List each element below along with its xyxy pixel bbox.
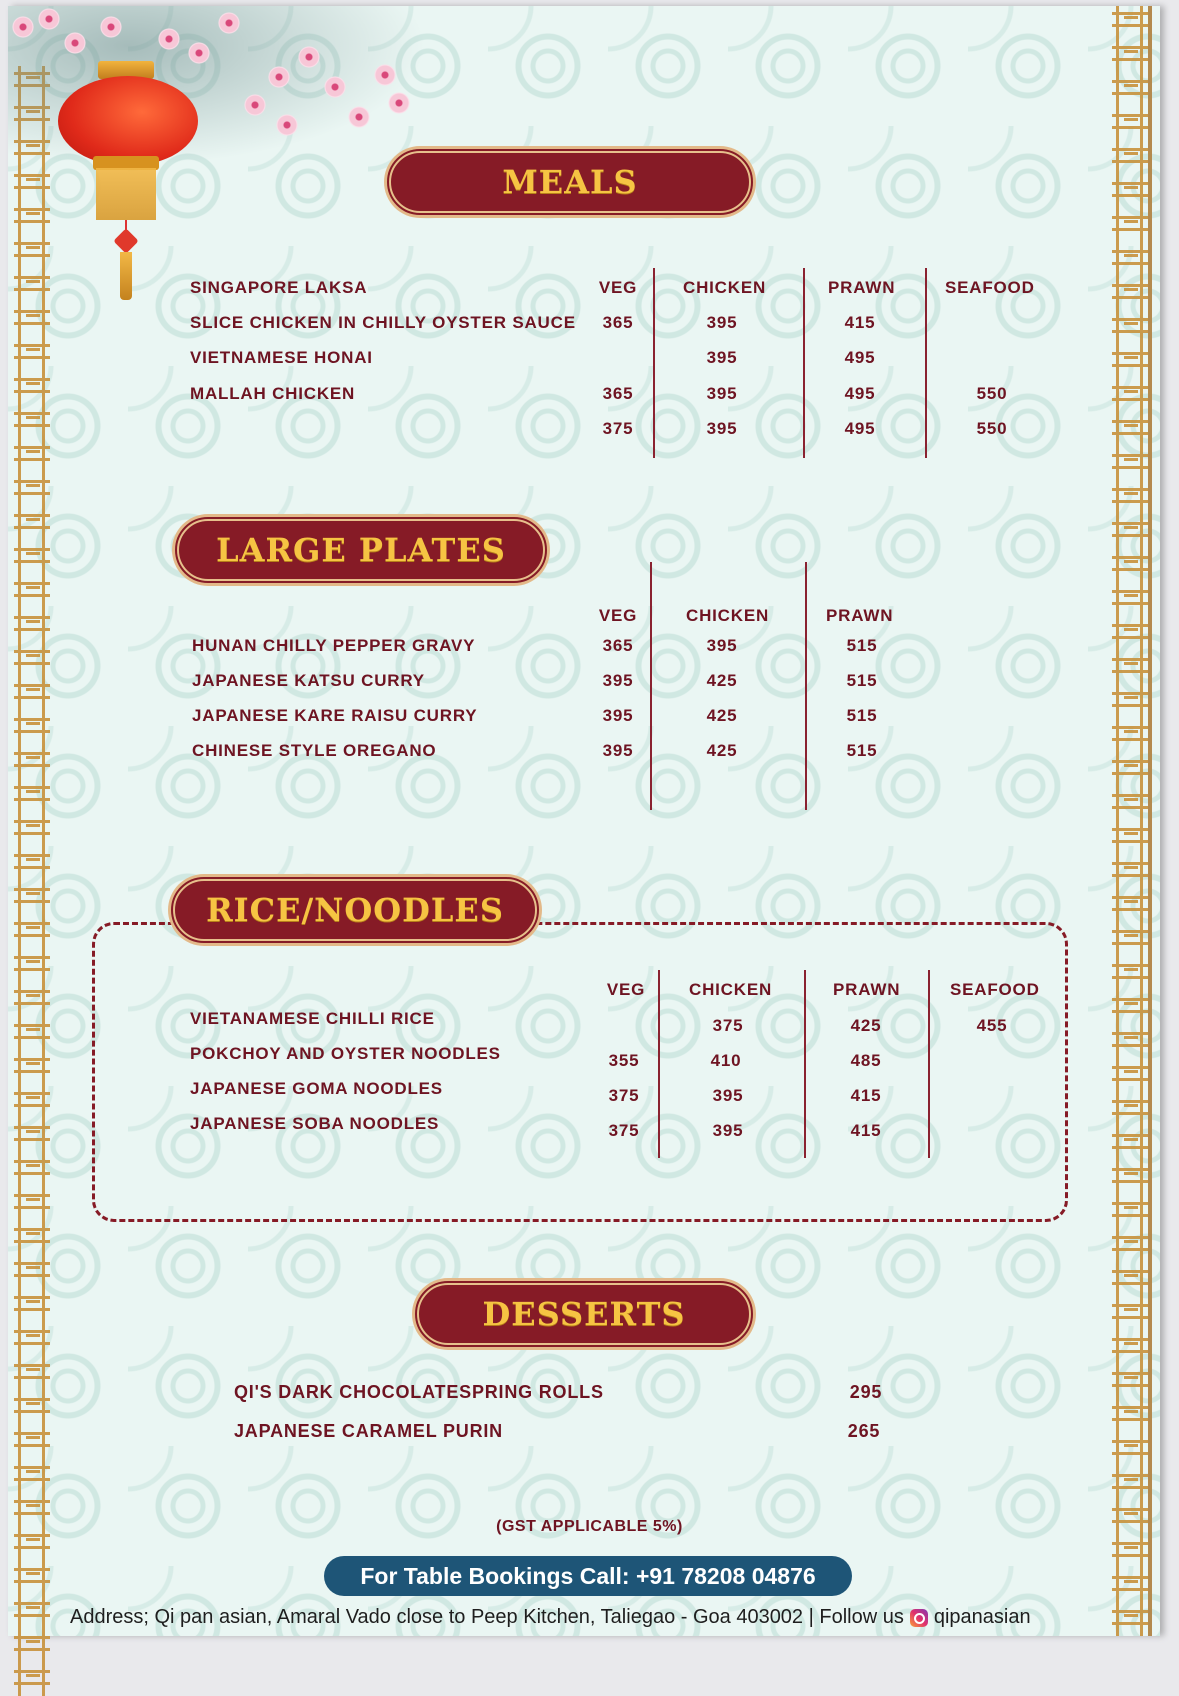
price-veg: 395 bbox=[602, 671, 634, 690]
price-chicken: 410 bbox=[710, 1051, 742, 1070]
column-divider bbox=[925, 268, 927, 458]
rice-noodles-frame bbox=[92, 922, 1068, 1222]
menu-item-name: CHINESE STYLE OREGANO bbox=[192, 741, 437, 760]
column-divider bbox=[658, 970, 660, 1158]
price-chicken: 395 bbox=[706, 419, 738, 438]
blossom-icon bbox=[374, 64, 396, 86]
price-seafood: 455 bbox=[976, 1016, 1008, 1035]
column-header-prawn: PRAWN bbox=[828, 278, 896, 297]
price-prawn: 425 bbox=[850, 1016, 882, 1035]
menu-item-name: JAPANESE KATSU CURRY bbox=[192, 671, 425, 690]
blossom-icon bbox=[244, 94, 266, 116]
price-prawn: 515 bbox=[846, 671, 878, 690]
menu-item-name: SINGAPORE LAKSA bbox=[190, 278, 368, 297]
column-divider bbox=[804, 970, 806, 1158]
price-prawn: 495 bbox=[844, 419, 876, 438]
price-veg: 395 bbox=[602, 706, 634, 725]
price-veg: 355 bbox=[608, 1051, 640, 1070]
blossom-icon bbox=[64, 32, 86, 54]
price-veg: 395 bbox=[602, 741, 634, 760]
blossom-icon bbox=[268, 66, 290, 88]
price-chicken: 395 bbox=[706, 348, 738, 367]
price-veg: 365 bbox=[602, 636, 634, 655]
blossom-icon bbox=[298, 46, 320, 68]
desserts-banner bbox=[412, 1278, 756, 1350]
menu-item-name: JAPANESE SOBA NOODLES bbox=[190, 1114, 440, 1133]
large-plates-title: LARGE PLATES bbox=[216, 531, 506, 569]
menu-item-name: JAPANESE GOMA NOODLES bbox=[190, 1079, 443, 1098]
price-prawn: 485 bbox=[850, 1051, 882, 1070]
price-seafood: 550 bbox=[976, 419, 1008, 438]
price-veg: 365 bbox=[602, 384, 634, 403]
price-chicken: 395 bbox=[706, 313, 738, 332]
price-veg: 375 bbox=[608, 1086, 640, 1105]
blossom-icon bbox=[100, 16, 122, 38]
menu-item-name: HUNAN CHILLY PEPPER GRAVY bbox=[192, 636, 476, 655]
gold-fret-border-left bbox=[14, 66, 50, 1696]
price-prawn: 415 bbox=[844, 313, 876, 332]
column-divider bbox=[803, 268, 805, 458]
menu-item-name: QI'S DARK CHOCOLATESPRING ROLLS bbox=[234, 1382, 604, 1402]
blossom-icon bbox=[38, 8, 60, 30]
column-header-veg: VEG bbox=[606, 980, 646, 999]
menu-item-name: MALLAH CHICKEN bbox=[190, 384, 356, 403]
price-seafood: 550 bbox=[976, 384, 1008, 403]
rice-noodles-banner bbox=[168, 874, 542, 946]
blossom-icon bbox=[324, 76, 346, 98]
blossom-icon bbox=[12, 16, 34, 38]
column-divider bbox=[928, 970, 930, 1158]
price-veg: 375 bbox=[608, 1121, 640, 1140]
gold-fret-border-right bbox=[1112, 6, 1148, 1636]
gst-note: (GST APPLICABLE 5%) bbox=[496, 1518, 683, 1535]
blossom-icon bbox=[158, 28, 180, 50]
large-plates-banner bbox=[172, 514, 550, 586]
column-header-chicken: CHICKEN bbox=[686, 606, 770, 625]
price-prawn: 415 bbox=[850, 1121, 882, 1140]
dessert-price: 295 bbox=[849, 1382, 883, 1402]
column-divider bbox=[650, 562, 652, 810]
price-chicken: 375 bbox=[712, 1016, 744, 1035]
column-header-veg: VEG bbox=[598, 278, 638, 297]
menu-item-name: POKCHOY AND OYSTER NOODLES bbox=[190, 1044, 501, 1063]
price-prawn: 515 bbox=[846, 706, 878, 725]
price-chicken: 425 bbox=[706, 706, 738, 725]
price-prawn: 495 bbox=[844, 348, 876, 367]
price-chicken: 395 bbox=[712, 1086, 744, 1105]
menu-item-name: JAPANESE CARAMEL PURIN bbox=[234, 1421, 503, 1441]
blossom-icon bbox=[348, 106, 370, 128]
instagram-icon bbox=[910, 1609, 928, 1627]
price-chicken: 395 bbox=[712, 1121, 744, 1140]
address-line bbox=[70, 1606, 1031, 1629]
page-edge bbox=[1148, 6, 1152, 1636]
price-prawn: 515 bbox=[846, 636, 878, 655]
dessert-price: 265 bbox=[847, 1421, 881, 1441]
price-chicken: 395 bbox=[706, 636, 738, 655]
column-header-seafood: SEAFOOD bbox=[950, 980, 1040, 999]
desserts-title: DESSERTS bbox=[482, 1295, 686, 1333]
column-header-chicken: CHICKEN bbox=[683, 278, 767, 297]
meals-title: MEALS bbox=[502, 163, 638, 201]
column-header-seafood: SEAFOOD bbox=[945, 278, 1035, 297]
price-chicken: 395 bbox=[706, 384, 738, 403]
blossom-icon bbox=[188, 42, 210, 64]
price-prawn: 515 bbox=[846, 741, 878, 760]
menu-item-name: SLICE CHICKEN IN CHILLY OYSTER SAUCE bbox=[190, 313, 576, 332]
price-chicken: 425 bbox=[706, 671, 738, 690]
price-prawn: 495 bbox=[844, 384, 876, 403]
table-booking-banner[interactable]: For Table Bookings Call: +91 78208 04876 bbox=[324, 1556, 852, 1596]
address-text: Address; Qi pan asian, Amaral Vado close to Peep Kitchen, Taliegao - Goa 403002 | Follow us bbox=[70, 1606, 904, 1628]
price-chicken: 425 bbox=[706, 741, 738, 760]
blossom-icon bbox=[276, 114, 298, 136]
price-veg: 375 bbox=[602, 419, 634, 438]
price-prawn: 415 bbox=[850, 1086, 882, 1105]
blossom-icon bbox=[218, 12, 240, 34]
menu-item-name: VIETANAMESE CHILLI RICE bbox=[190, 1009, 435, 1028]
column-header-veg: VEG bbox=[598, 606, 638, 625]
column-header-chicken: CHICKEN bbox=[689, 980, 773, 999]
price-veg: 365 bbox=[602, 313, 634, 332]
blossom-icon bbox=[388, 92, 410, 114]
rice-noodles-title: RICE/NOODLES bbox=[206, 891, 504, 929]
column-divider bbox=[653, 268, 655, 458]
column-header-prawn: PRAWN bbox=[833, 980, 901, 999]
meals-banner bbox=[384, 146, 756, 218]
menu-item-name: JAPANESE KARE RAISU CURRY bbox=[192, 706, 478, 725]
menu-item-name: VIETNAMESE HONAI bbox=[190, 348, 373, 367]
column-divider bbox=[805, 562, 807, 810]
instagram-handle[interactable]: qipanasian bbox=[933, 1606, 1031, 1628]
column-header-prawn: PRAWN bbox=[826, 606, 894, 625]
